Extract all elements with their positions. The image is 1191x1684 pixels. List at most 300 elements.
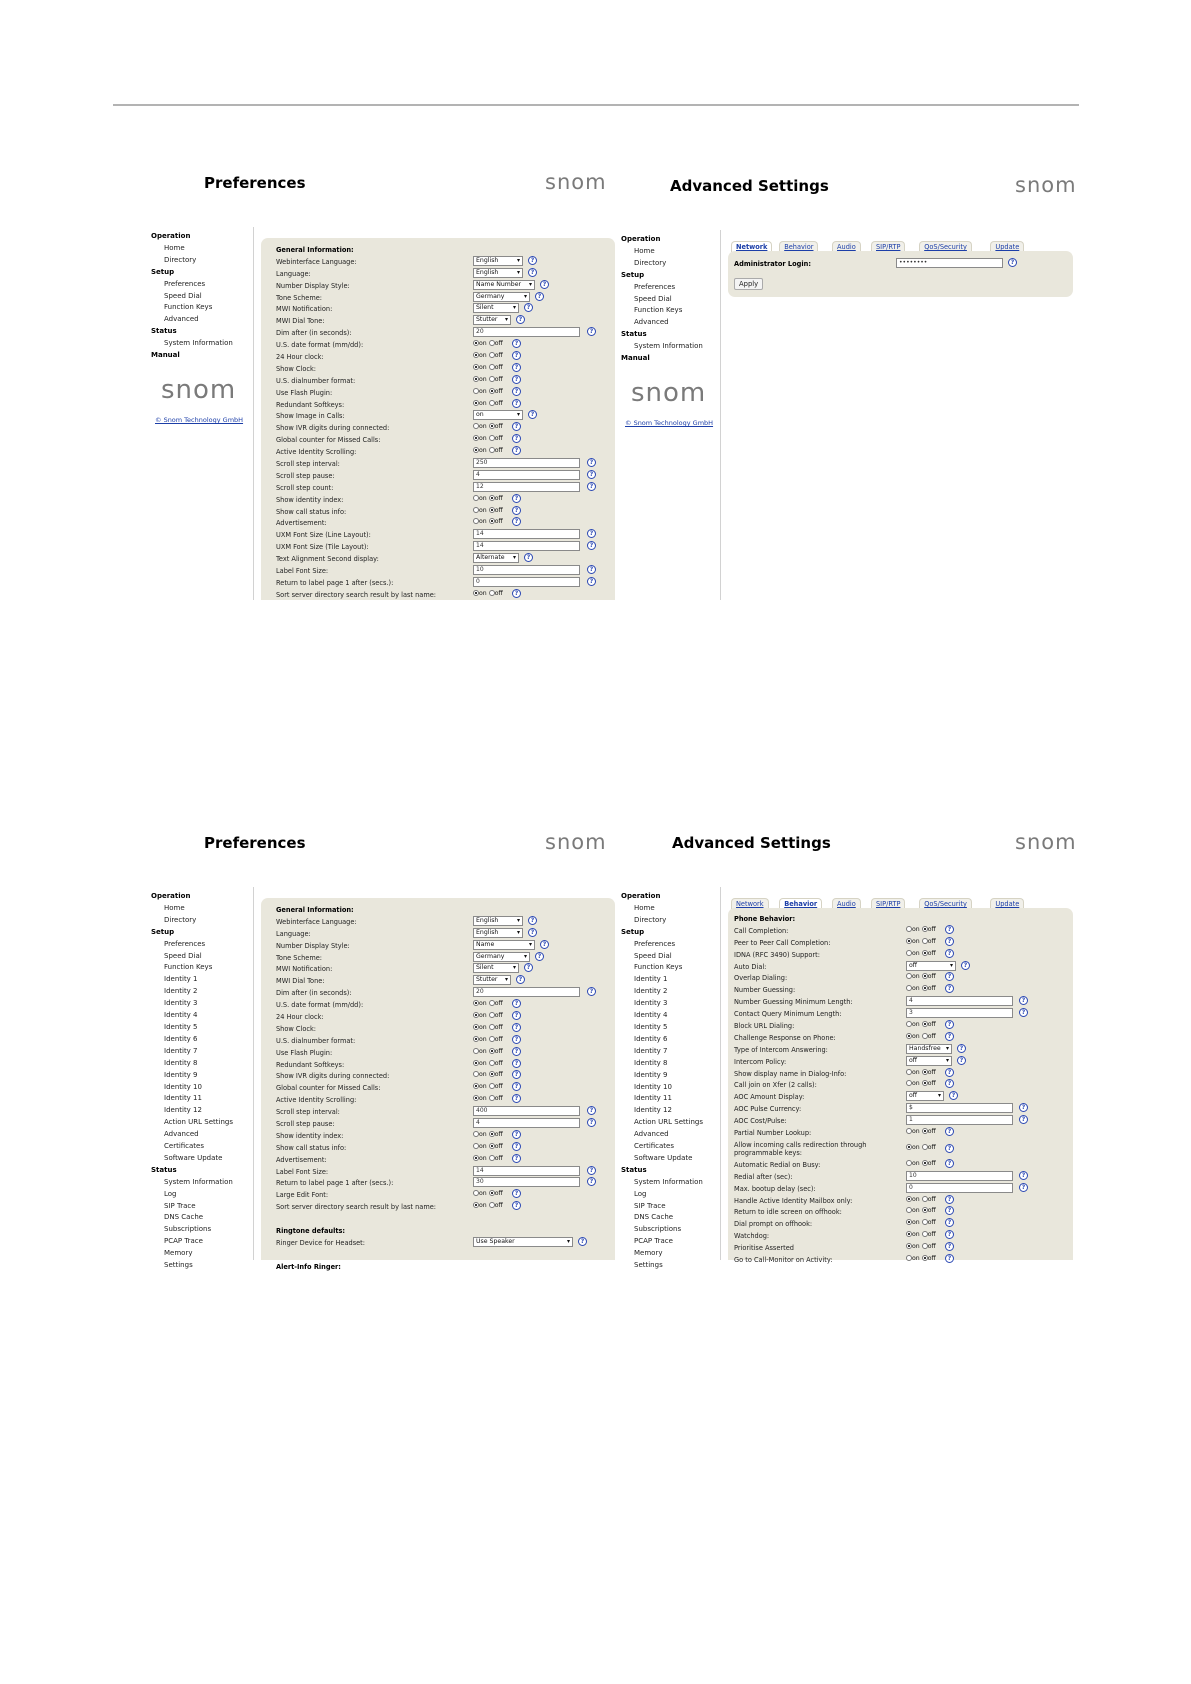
radio-off[interactable] — [922, 1080, 928, 1086]
help-icon[interactable]: ? — [1019, 1103, 1028, 1112]
radio-off[interactable] — [489, 1155, 495, 1161]
radio-on[interactable] — [473, 1143, 479, 1149]
radio-on[interactable] — [473, 518, 479, 524]
radio-on[interactable] — [473, 352, 479, 358]
nav-item-identity-3[interactable]: Identity 3 — [164, 999, 198, 1008]
on-off-radio-group[interactable]: on off — [473, 1143, 503, 1150]
admin-login-field[interactable]: •••••••• — [896, 258, 1003, 268]
help-icon[interactable]: ? — [587, 565, 596, 574]
help-icon[interactable]: ? — [1019, 1115, 1028, 1124]
radio-on[interactable] — [473, 376, 479, 382]
radio-off[interactable] — [489, 1048, 495, 1054]
help-icon[interactable]: ? — [512, 494, 521, 503]
radio-off[interactable] — [922, 973, 928, 979]
nav-section-operation[interactable]: Operation — [151, 232, 191, 240]
help-icon[interactable]: ? — [961, 961, 970, 970]
nav-item-action-url-settings[interactable]: Action URL Settings — [634, 1118, 703, 1127]
nav-item-identity-4[interactable]: Identity 4 — [164, 1011, 198, 1020]
on-off-radio-group[interactable]: on off — [473, 1012, 503, 1019]
nav-item-memory[interactable]: Memory — [164, 1249, 193, 1258]
setting-select[interactable]: on ▾ — [473, 410, 523, 420]
setting-input[interactable]: 3 — [906, 1008, 1013, 1018]
setting-select[interactable]: Silent ▾ — [473, 303, 519, 313]
nav-section-manual[interactable]: Manual — [621, 354, 650, 363]
help-icon[interactable]: ? — [945, 1032, 954, 1041]
help-icon[interactable]: ? — [512, 1201, 521, 1210]
help-icon[interactable]: ? — [540, 940, 549, 949]
help-icon[interactable]: ? — [945, 1127, 954, 1136]
help-icon[interactable]: ? — [957, 1044, 966, 1053]
radio-off[interactable] — [489, 1000, 495, 1006]
nav-section-setup[interactable]: Setup — [151, 927, 175, 936]
copyright-link[interactable]: © Snom Technology GmbH — [625, 419, 714, 427]
on-off-radio-group[interactable]: on off — [473, 400, 503, 407]
on-off-radio-group[interactable]: on off — [473, 435, 503, 442]
help-icon[interactable]: ? — [1019, 1008, 1028, 1017]
on-off-radio-group[interactable]: on off — [473, 1024, 503, 1031]
tab-behavior[interactable]: Behavior — [779, 898, 822, 909]
nav-item-identity-9[interactable]: Identity 9 — [164, 1070, 198, 1079]
setting-select[interactable]: Handsfree ▾ — [906, 1044, 952, 1054]
setting-input[interactable]: 30 — [473, 1177, 580, 1187]
help-icon[interactable]: ? — [945, 972, 954, 981]
radio-off[interactable] — [922, 1243, 928, 1249]
apply-button[interactable]: Apply — [734, 278, 763, 290]
on-off-radio-group[interactable]: on off — [473, 1190, 503, 1197]
nav-item-preferences[interactable]: Preferences — [164, 939, 206, 948]
help-icon[interactable]: ? — [524, 303, 533, 312]
on-off-radio-group[interactable]: on off — [906, 938, 936, 945]
radio-off[interactable] — [489, 1202, 495, 1208]
help-icon[interactable]: ? — [949, 1091, 958, 1100]
nav-item-identity-7[interactable]: Identity 7 — [164, 1046, 198, 1055]
nav-item-identity-8[interactable]: Identity 8 — [634, 1058, 668, 1067]
help-icon[interactable]: ? — [945, 1242, 954, 1251]
setting-input[interactable]: $ — [906, 1103, 1013, 1113]
radio-on[interactable] — [906, 1160, 912, 1166]
help-icon[interactable]: ? — [587, 482, 596, 491]
nav-item-directory[interactable]: Directory — [164, 255, 197, 264]
on-off-radio-group[interactable]: on off — [906, 1144, 936, 1151]
on-off-radio-group[interactable]: on off — [906, 985, 936, 992]
radio-on[interactable] — [473, 1012, 479, 1018]
radio-off[interactable] — [922, 1207, 928, 1213]
help-icon[interactable]: ? — [516, 975, 525, 984]
nav-item-preferences[interactable]: Preferences — [164, 279, 206, 288]
help-icon[interactable]: ? — [512, 399, 521, 408]
nav-item-identity-11[interactable]: Identity 11 — [634, 1094, 672, 1103]
radio-on[interactable] — [473, 1000, 479, 1006]
radio-on[interactable] — [473, 1071, 479, 1077]
help-icon[interactable]: ? — [512, 1142, 521, 1151]
nav-item-identity-7[interactable]: Identity 7 — [634, 1046, 668, 1055]
copyright-link[interactable]: © Snom Technology GmbH — [155, 416, 244, 424]
setting-input[interactable]: 400 — [473, 1106, 580, 1116]
setting-input[interactable]: 4 — [473, 470, 580, 480]
help-icon[interactable]: ? — [512, 1023, 521, 1032]
radio-on[interactable] — [906, 1219, 912, 1225]
tab-update[interactable]: Update — [990, 241, 1024, 252]
radio-off[interactable] — [489, 1083, 495, 1089]
nav-section-operation[interactable]: Operation — [621, 892, 661, 900]
radio-on[interactable] — [906, 950, 912, 956]
setting-input[interactable]: 0 — [906, 1183, 1013, 1193]
on-off-radio-group[interactable]: on off — [906, 1243, 936, 1250]
help-icon[interactable]: ? — [512, 387, 521, 396]
radio-off[interactable] — [489, 1071, 495, 1077]
nav-item-identity-1[interactable]: Identity 1 — [164, 975, 198, 984]
nav-item-advanced[interactable]: Advanced — [634, 1130, 669, 1139]
radio-on[interactable] — [473, 1060, 479, 1066]
tab-update[interactable]: Update — [990, 898, 1024, 909]
on-off-radio-group[interactable]: on off — [473, 590, 503, 597]
radio-on[interactable] — [473, 507, 479, 513]
radio-off[interactable] — [489, 1131, 495, 1137]
tab-audio[interactable]: Audio — [832, 241, 861, 252]
help-icon[interactable]: ? — [512, 1059, 521, 1068]
setting-input[interactable]: 20 — [473, 327, 580, 337]
nav-item-dns-cache[interactable]: DNS Cache — [634, 1213, 674, 1222]
radio-off[interactable] — [922, 950, 928, 956]
setting-select[interactable]: English ▾ — [473, 268, 523, 278]
setting-input[interactable]: 14 — [473, 541, 580, 551]
help-icon[interactable]: ? — [587, 1106, 596, 1115]
help-icon[interactable]: ? — [512, 589, 521, 598]
on-off-radio-group[interactable]: on off — [473, 1202, 503, 1209]
nav-item-pcap-trace[interactable]: PCAP Trace — [164, 1237, 203, 1246]
on-off-radio-group[interactable]: on off — [473, 388, 503, 395]
help-icon[interactable]: ? — [1019, 1171, 1028, 1180]
help-icon[interactable]: ? — [512, 351, 521, 360]
nav-item-home[interactable]: Home — [164, 243, 185, 252]
on-off-radio-group[interactable]: on off — [473, 518, 503, 525]
help-icon[interactable]: ? — [528, 410, 537, 419]
on-off-radio-group[interactable]: on off — [906, 1207, 936, 1214]
on-off-radio-group[interactable]: on off — [473, 1155, 503, 1162]
nav-item-software-update[interactable]: Software Update — [164, 1153, 223, 1162]
nav-item-function-keys[interactable]: Function Keys — [634, 963, 683, 972]
on-off-radio-group[interactable]: on off — [906, 1021, 936, 1028]
nav-item-log[interactable]: Log — [634, 1189, 647, 1198]
nav-item-settings[interactable]: Settings — [164, 1261, 193, 1270]
radio-off[interactable] — [489, 1143, 495, 1149]
help-icon[interactable]: ? — [1008, 258, 1017, 267]
radio-on[interactable] — [473, 1131, 479, 1137]
help-icon[interactable]: ? — [945, 1020, 954, 1029]
help-icon[interactable]: ? — [512, 1082, 521, 1091]
help-icon[interactable]: ? — [512, 422, 521, 431]
help-icon[interactable]: ? — [945, 1206, 954, 1215]
radio-on[interactable] — [906, 1196, 912, 1202]
setting-input[interactable]: 12 — [473, 482, 580, 492]
nav-item-directory[interactable]: Directory — [634, 915, 667, 924]
radio-off[interactable] — [489, 507, 495, 513]
on-off-radio-group[interactable]: on off — [906, 1196, 936, 1203]
help-icon[interactable]: ? — [945, 1230, 954, 1239]
radio-off[interactable] — [489, 447, 495, 453]
radio-off[interactable] — [489, 400, 495, 406]
nav-item-home[interactable]: Home — [164, 903, 185, 912]
radio-on[interactable] — [473, 388, 479, 394]
nav-item-log[interactable]: Log — [164, 1189, 177, 1198]
help-icon[interactable]: ? — [512, 363, 521, 372]
help-icon[interactable]: ? — [524, 553, 533, 562]
radio-off[interactable] — [922, 1033, 928, 1039]
radio-on[interactable] — [906, 938, 912, 944]
on-off-radio-group[interactable]: on off — [473, 1036, 503, 1043]
setting-input[interactable]: 10 — [906, 1171, 1013, 1181]
radio-on[interactable] — [473, 435, 479, 441]
nav-section-status[interactable]: Status — [151, 1165, 177, 1174]
help-icon[interactable]: ? — [512, 1070, 521, 1079]
setting-input[interactable]: 14 — [473, 1166, 580, 1176]
setting-input[interactable]: 4 — [473, 1118, 580, 1128]
setting-select[interactable]: off ▾ — [906, 961, 956, 971]
tab-qos-security[interactable]: QoS/Security — [919, 241, 972, 252]
tab-behavior[interactable]: Behavior — [779, 241, 818, 252]
radio-off[interactable] — [489, 590, 495, 596]
nav-section-setup[interactable]: Setup — [621, 927, 645, 936]
help-icon[interactable]: ? — [945, 1068, 954, 1077]
radio-off[interactable] — [489, 518, 495, 524]
setting-select[interactable]: English ▾ — [473, 928, 523, 938]
radio-off[interactable] — [922, 1231, 928, 1237]
help-icon[interactable]: ? — [587, 529, 596, 538]
help-icon[interactable]: ? — [512, 1047, 521, 1056]
nav-section-status[interactable]: Status — [621, 1165, 647, 1174]
nav-item-pcap-trace[interactable]: PCAP Trace — [634, 1237, 673, 1246]
help-icon[interactable]: ? — [524, 963, 533, 972]
radio-off[interactable] — [489, 423, 495, 429]
radio-on[interactable] — [473, 1202, 479, 1208]
help-icon[interactable]: ? — [945, 949, 954, 958]
radio-off[interactable] — [922, 1128, 928, 1134]
help-icon[interactable]: ? — [512, 434, 521, 443]
on-off-radio-group[interactable]: on off — [906, 1255, 936, 1262]
help-icon[interactable]: ? — [1019, 1183, 1028, 1192]
radio-on[interactable] — [906, 1255, 912, 1261]
radio-off[interactable] — [489, 435, 495, 441]
radio-off[interactable] — [489, 364, 495, 370]
nav-item-system-information[interactable]: System Information — [634, 1177, 703, 1186]
on-off-radio-group[interactable]: on off — [906, 973, 936, 980]
on-off-radio-group[interactable]: on off — [906, 1080, 936, 1087]
nav-item-sip-trace[interactable]: SIP Trace — [164, 1201, 196, 1210]
help-icon[interactable]: ? — [945, 1218, 954, 1227]
help-icon[interactable]: ? — [512, 517, 521, 526]
help-icon[interactable]: ? — [512, 1154, 521, 1163]
nav-item-identity-12[interactable]: Identity 12 — [164, 1106, 202, 1115]
radio-off[interactable] — [489, 340, 495, 346]
nav-item-identity-6[interactable]: Identity 6 — [634, 1034, 668, 1043]
help-icon[interactable]: ? — [587, 470, 596, 479]
nav-item-action-url-settings[interactable]: Action URL Settings — [164, 1118, 233, 1127]
nav-item-identity-8[interactable]: Identity 8 — [164, 1058, 198, 1067]
radio-on[interactable] — [906, 926, 912, 932]
help-icon[interactable]: ? — [957, 1056, 966, 1065]
nav-item-identity-5[interactable]: Identity 5 — [634, 1022, 668, 1031]
setting-select[interactable]: English ▾ — [473, 916, 523, 926]
help-icon[interactable]: ? — [512, 1189, 521, 1198]
setting-select[interactable]: Germany ▾ — [473, 292, 530, 302]
on-off-radio-group[interactable]: on off — [906, 1160, 936, 1167]
help-icon[interactable]: ? — [587, 541, 596, 550]
radio-off[interactable] — [922, 1160, 928, 1166]
nav-section-setup[interactable]: Setup — [621, 270, 645, 279]
nav-item-function-keys[interactable]: Function Keys — [164, 303, 213, 312]
on-off-radio-group[interactable]: on off — [473, 364, 503, 371]
radio-on[interactable] — [473, 495, 479, 501]
help-icon[interactable]: ? — [578, 1237, 587, 1246]
help-icon[interactable]: ? — [535, 952, 544, 961]
radio-off[interactable] — [922, 1021, 928, 1027]
nav-item-advanced[interactable]: Advanced — [634, 318, 669, 327]
on-off-radio-group[interactable]: on off — [906, 1033, 936, 1040]
radio-off[interactable] — [922, 985, 928, 991]
radio-off[interactable] — [489, 1095, 495, 1101]
nav-item-system-information[interactable]: System Information — [164, 339, 233, 348]
nav-item-speed-dial[interactable]: Speed Dial — [634, 294, 672, 303]
setting-select[interactable]: Name ▾ — [473, 940, 535, 950]
radio-off[interactable] — [489, 495, 495, 501]
radio-on[interactable] — [473, 400, 479, 406]
help-icon[interactable]: ? — [587, 458, 596, 467]
setting-input[interactable]: 10 — [473, 565, 580, 575]
nav-item-dns-cache[interactable]: DNS Cache — [164, 1213, 204, 1222]
help-icon[interactable]: ? — [512, 446, 521, 455]
setting-input[interactable]: 14 — [473, 529, 580, 539]
on-off-radio-group[interactable]: on off — [473, 423, 503, 430]
nav-item-certificates[interactable]: Certificates — [164, 1142, 205, 1151]
nav-item-subscriptions[interactable]: Subscriptions — [164, 1225, 212, 1234]
radio-on[interactable] — [906, 1231, 912, 1237]
help-icon[interactable]: ? — [587, 1118, 596, 1127]
radio-on[interactable] — [473, 1190, 479, 1196]
radio-on[interactable] — [473, 1083, 479, 1089]
nav-section-operation[interactable]: Operation — [621, 235, 661, 243]
nav-item-identity-1[interactable]: Identity 1 — [634, 975, 668, 984]
help-icon[interactable]: ? — [945, 925, 954, 934]
help-icon[interactable]: ? — [587, 987, 596, 996]
setting-select[interactable]: English ▾ — [473, 256, 523, 266]
on-off-radio-group[interactable]: on off — [473, 507, 503, 514]
nav-item-preferences[interactable]: Preferences — [634, 939, 676, 948]
tab-network[interactable]: Network — [731, 241, 772, 252]
help-icon[interactable]: ? — [587, 327, 596, 336]
help-icon[interactable]: ? — [540, 280, 549, 289]
radio-off[interactable] — [489, 1060, 495, 1066]
help-icon[interactable]: ? — [945, 1144, 954, 1153]
radio-on[interactable] — [473, 340, 479, 346]
nav-item-home[interactable]: Home — [634, 903, 655, 912]
nav-item-identity-12[interactable]: Identity 12 — [634, 1106, 672, 1115]
nav-item-home[interactable]: Home — [634, 246, 655, 255]
radio-off[interactable] — [489, 1190, 495, 1196]
setting-select[interactable]: Stutter ▾ — [473, 315, 511, 325]
nav-item-subscriptions[interactable]: Subscriptions — [634, 1225, 682, 1234]
help-icon[interactable]: ? — [528, 256, 537, 265]
setting-select[interactable]: Alternate ▾ — [473, 553, 519, 563]
on-off-radio-group[interactable]: on off — [906, 926, 936, 933]
help-icon[interactable]: ? — [512, 1130, 521, 1139]
on-off-radio-group[interactable]: on off — [906, 1128, 936, 1135]
nav-item-memory[interactable]: Memory — [634, 1249, 663, 1258]
radio-on[interactable] — [906, 1033, 912, 1039]
radio-off[interactable] — [489, 1012, 495, 1018]
nav-item-identity-11[interactable]: Identity 11 — [164, 1094, 202, 1103]
radio-on[interactable] — [473, 1095, 479, 1101]
radio-on[interactable] — [906, 1080, 912, 1086]
help-icon[interactable]: ? — [516, 315, 525, 324]
radio-off[interactable] — [922, 1219, 928, 1225]
setting-input[interactable]: 20 — [473, 987, 580, 997]
radio-on[interactable] — [473, 423, 479, 429]
help-icon[interactable]: ? — [945, 1195, 954, 1204]
on-off-radio-group[interactable]: on off — [906, 1069, 936, 1076]
help-icon[interactable]: ? — [512, 506, 521, 515]
nav-section-status[interactable]: Status — [621, 330, 647, 339]
nav-item-software-update[interactable]: Software Update — [634, 1153, 693, 1162]
nav-item-sip-trace[interactable]: SIP Trace — [634, 1201, 666, 1210]
radio-on[interactable] — [906, 1128, 912, 1134]
nav-item-identity-3[interactable]: Identity 3 — [634, 999, 668, 1008]
radio-on[interactable] — [473, 447, 479, 453]
help-icon[interactable]: ? — [528, 916, 537, 925]
tab-sip-rtp[interactable]: SIP/RTP — [871, 898, 905, 909]
on-off-radio-group[interactable]: on off — [473, 1131, 503, 1138]
radio-off[interactable] — [489, 1024, 495, 1030]
on-off-radio-group[interactable]: on off — [473, 1000, 503, 1007]
radio-on[interactable] — [473, 364, 479, 370]
nav-item-system-information[interactable]: System Information — [164, 1177, 233, 1186]
setting-input[interactable]: 4 — [906, 996, 1013, 1006]
nav-item-identity-2[interactable]: Identity 2 — [164, 987, 198, 996]
nav-item-speed-dial[interactable]: Speed Dial — [634, 951, 672, 960]
on-off-radio-group[interactable]: on off — [473, 376, 503, 383]
radio-on[interactable] — [473, 1036, 479, 1042]
setting-select[interactable]: off ▾ — [906, 1056, 952, 1066]
setting-input[interactable]: 250 — [473, 458, 580, 468]
help-icon[interactable]: ? — [945, 1254, 954, 1263]
nav-item-identity-10[interactable]: Identity 10 — [634, 1082, 672, 1091]
nav-item-directory[interactable]: Directory — [164, 915, 197, 924]
setting-select[interactable]: off ▾ — [906, 1091, 944, 1101]
help-icon[interactable]: ? — [945, 1079, 954, 1088]
help-icon[interactable]: ? — [945, 1159, 954, 1168]
nav-item-identity-10[interactable]: Identity 10 — [164, 1082, 202, 1091]
setting-select[interactable]: Stutter ▾ — [473, 975, 511, 985]
help-icon[interactable]: ? — [512, 339, 521, 348]
setting-select[interactable]: Name Number ▾ — [473, 280, 535, 290]
nav-item-directory[interactable]: Directory — [634, 258, 667, 267]
help-icon[interactable]: ? — [512, 375, 521, 384]
help-icon[interactable]: ? — [528, 928, 537, 937]
radio-on[interactable] — [906, 1207, 912, 1213]
on-off-radio-group[interactable]: on off — [906, 1219, 936, 1226]
radio-on[interactable] — [906, 973, 912, 979]
nav-section-setup[interactable]: Setup — [151, 267, 175, 276]
help-icon[interactable]: ? — [945, 937, 954, 946]
radio-off[interactable] — [922, 1069, 928, 1075]
help-icon[interactable]: ? — [1019, 996, 1028, 1005]
radio-on[interactable] — [906, 1144, 912, 1150]
radio-on[interactable] — [473, 590, 479, 596]
radio-on[interactable] — [906, 985, 912, 991]
nav-item-function-keys[interactable]: Function Keys — [634, 306, 683, 315]
nav-item-speed-dial[interactable]: Speed Dial — [164, 291, 202, 300]
nav-item-preferences[interactable]: Preferences — [634, 282, 676, 291]
tab-qos-security[interactable]: QoS/Security — [919, 898, 972, 909]
